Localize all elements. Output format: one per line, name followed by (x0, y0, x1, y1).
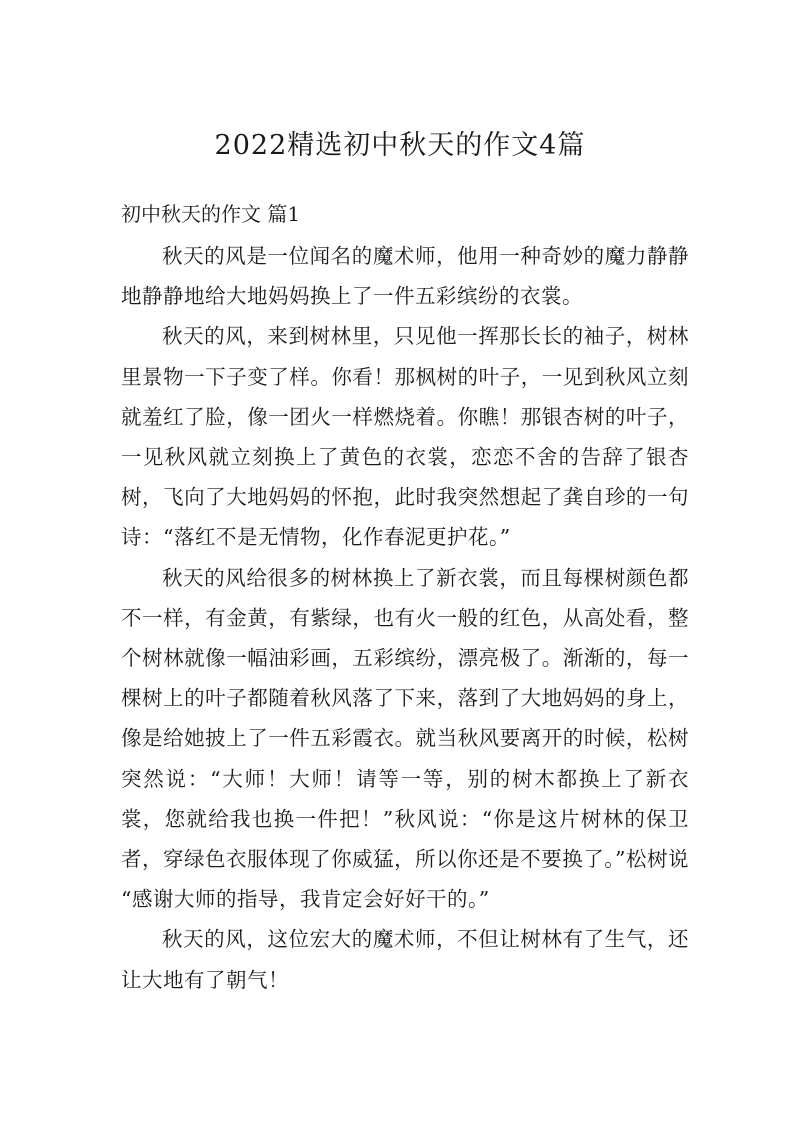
paragraph-2: 秋天的风，来到树林里，只见他一挥那长长的袖子，树林里景物一下子变了样。你看！那枫树的叶子，一见到秋风立刻就羞红了脸，像一团火一样燃烧着。你瞧！那银杏树的叶子，一见秋风就立刻换上了黄色的衣裳，恋恋不舍的告辞了银杏树，飞向了大地妈妈的怀抱，此时我突然想起了龚自珍的一句诗：“落红不是无情物，化作春泥更护花。” (121, 324, 689, 550)
paragraph-1: 秋天的风是一位闻名的魔术师，他用一种奇妙的魔力静静地静静地给大地妈妈换上了一件五彩缤纷的衣裳。 (121, 244, 689, 309)
paragraph-4: 秋天的风，这位宏大的魔术师，不但让树林有了生气，还让大地有了朝气！ (121, 927, 689, 992)
page-title: 2022精选初中秋天的作文4篇 (214, 130, 586, 161)
essay-body (121, 236, 689, 1000)
paragraph-3: 秋天的风给很多的树林换上了新衣裳，而且每棵树颜色都不一样，有金黄，有紫绿，也有火一般的红色，从高处看，整个树林就像一幅油彩画，五彩缤纷，漂亮极了。渐渐的，每一棵树上的叶子都随着秋风落了下来，落到了大地妈妈的身上，像是给她披上了一件五彩霞衣。就当秋风要离开的时候，松树突然说：“大师！大师！请等一等，别的树木都换上了新衣裳，您就给我也换一件把！”秋风说：“你是这片树林的保卫者，穿绿色衣服体现了你威猛，所以你还是不要换了。”松树说 “感谢大师的指导，我肯定会好好干的。” (121, 565, 689, 912)
section-heading: 初中秋天的作文 篇1 (121, 202, 301, 226)
